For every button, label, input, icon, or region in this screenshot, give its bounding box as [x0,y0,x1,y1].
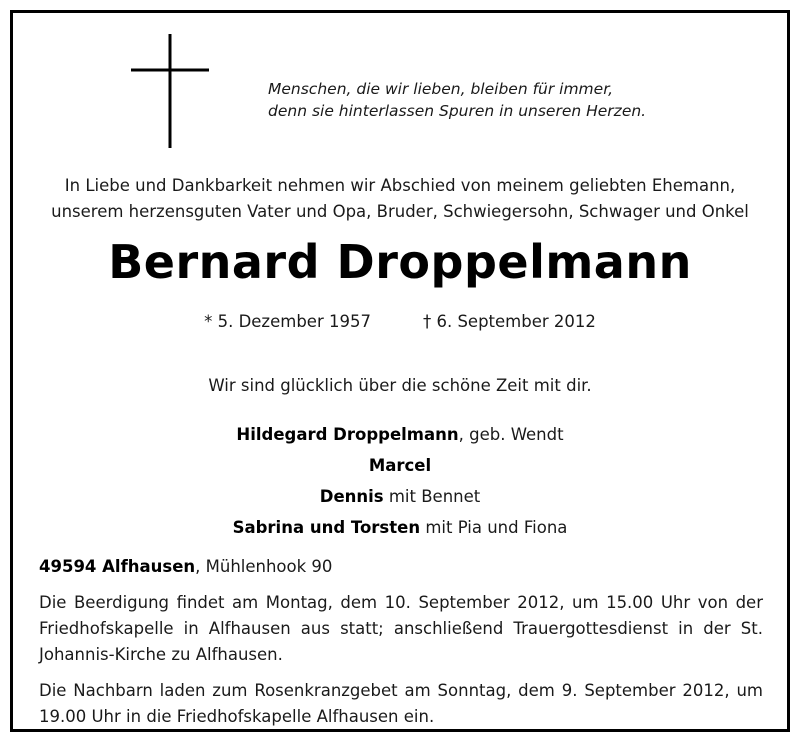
life-dates [13,312,787,331]
family-member-name: Hildegard Droppelmann [236,425,459,444]
motto-line-2: denn sie hinterlassen Spuren in unseren Herzen. [268,102,647,120]
cross-icon [131,32,209,154]
family-member [13,512,787,543]
intro-text [13,173,787,225]
birth-date: * 5. Dezember 1957 [204,312,371,331]
family-member-name: Marcel [368,456,432,475]
deceased-name: Bernard Droppelmann [108,235,692,289]
family-list [13,419,787,543]
funeral-info: Die Beerdigung findet am Montag, dem 10. September 2012, um 15.00 Uhr von der Friedhofskapelle in Alfhausen aus statt; anschließend Trauergottesdienst in der St. Johannis-Kirche zu Alfhausen. [39,593,763,664]
family-member-name: Dennis [319,487,384,506]
address [39,557,332,576]
address-street: , Mühlenhook 90 [195,557,333,576]
closing-line: Wir sind glücklich über die schöne Zeit mit dir. [208,376,592,395]
death-date: † 6. September 2012 [422,312,596,331]
family-member-suffix: mit Pia und Fiona [420,518,568,537]
motto [268,78,646,122]
motto-line-1: Menschen, die wir lieben, bleiben für immer, [268,80,614,98]
family-member [13,481,787,512]
address-city: 49594 Alfhausen [39,557,196,576]
intro-line-2: unserem herzensguten Vater und Opa, Bruder, Schwiegersohn, Schwager und Onkel [51,202,749,221]
family-member [13,450,787,481]
family-member [13,419,787,450]
rosary-info: Die Nachbarn laden zum Rosenkranzgebet am Sonntag, dem 9. September 2012, um 19.00 Uhr in die Friedhofskapelle Alfhausen ein. [39,681,763,726]
intro-line-1: In Liebe und Dankbarkeit nehmen wir Abschied von meinem geliebten Ehemann, [64,176,736,195]
family-member-suffix: , geb. Wendt [458,425,564,444]
family-member-name: Sabrina und Torsten [232,518,421,537]
obituary-notice [10,10,790,732]
family-member-suffix: mit Bennet [383,487,481,506]
